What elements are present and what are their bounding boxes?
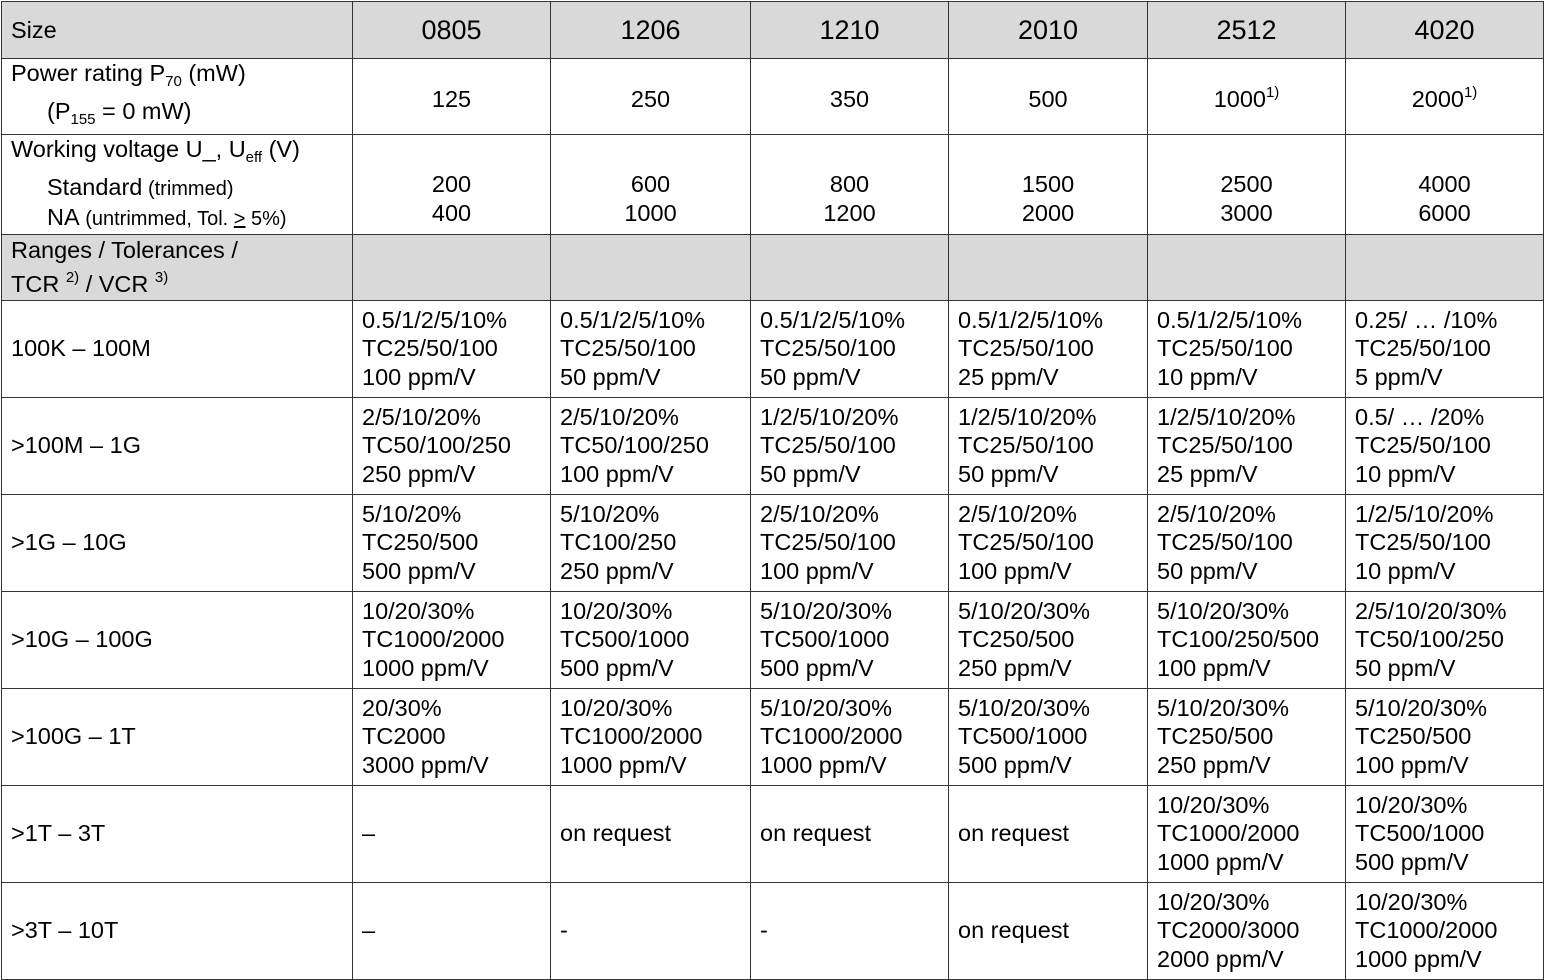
range-cell-line: 100 ppm/V [958,557,1072,584]
range-cell-line: 0.5/1/2/5/10% [560,306,706,333]
range-cell-line: 5/10/20% [560,500,660,527]
range-cell-line: 50 ppm/V [958,460,1059,487]
range-cell-line: TC500/1000 [760,626,890,653]
range-cell [1148,300,1346,397]
range-cell-line: 5/10/20/30% [760,597,892,624]
range-cell-line: 3000 ppm/V [362,751,489,778]
range-rows [2,300,1544,979]
range-cell-line: 2000 ppm/V [1157,945,1284,972]
range-cell [1346,300,1544,397]
range-cell-line: 20/30% [362,694,442,721]
range-cell-line: 10 ppm/V [1355,460,1456,487]
range-cell-line: - [560,917,568,944]
range-cell-line: 0.5/ … /20% [1355,403,1485,430]
range-cell [353,397,551,494]
range-cell-line: 5 ppm/V [1355,363,1443,390]
range-cell-line: TC25/50/100 [1157,529,1293,556]
range-cell-line: TC25/50/100 [958,432,1094,459]
range-cell-line: 500 ppm/V [958,751,1072,778]
range-cell-line: TC250/500 [362,529,479,556]
range-cell-line: 2/5/10/20% [560,403,679,430]
range-cell [353,591,551,688]
size-label: Size [2,2,353,59]
range-cell [949,300,1148,397]
power-value: 2000$^{1)}$ [1346,59,1544,135]
range-cell [1148,785,1346,882]
range-cell [949,397,1148,494]
range-cell-line: TC1000/2000 [760,723,903,750]
range-cell-line: on request [958,917,1070,944]
range-cell-line: TC2000/3000 [1157,917,1300,944]
range-cell-line: 250 ppm/V [560,557,674,584]
range-cell-line: – [362,820,376,847]
range-cell-line: TC25/50/100 [1355,335,1491,362]
range-cell-line: TC50/100/250 [1355,626,1504,653]
power-value: 500 [949,59,1148,135]
range-cell-line: 10/20/30% [1157,888,1270,915]
range-cell-line: 5/10/20% [362,500,462,527]
empty-cell [1346,234,1544,300]
range-cell-line: 50 ppm/V [760,363,861,390]
working-voltage-label: Working voltage U_, $U_{eff}$ (V) Standard (trimmed) NA (untrimmed, Tol. > 5%) [2,135,353,235]
power-rating-label: Power rating $P_{70}$ (mW) ($P_{155} = 0$ mW) [2,59,353,135]
size-0805: 0805 [353,2,551,59]
range-cell-line: 5/10/20/30% [1157,694,1289,721]
range-cell [551,591,751,688]
range-cell-line: 50 ppm/V [760,460,861,487]
range-cell-line: 2/5/10/20% [362,403,481,430]
ranges-header-label: Ranges / Tolerances / TCR $^{2)}$ / VCR $^{3)}$ [2,234,353,300]
range-cell-line: 100 ppm/V [1157,654,1271,681]
range-cell [1148,882,1346,979]
range-label: >3T – 10T [2,882,353,979]
range-cell-line: 100 ppm/V [1355,751,1469,778]
empty-cell [949,234,1148,300]
range-cell-line: TC25/50/100 [958,335,1094,362]
range-cell-line: 10/20/30% [560,694,673,721]
range-cell [1346,882,1544,979]
empty-cell [551,234,751,300]
range-cell [751,397,949,494]
range-cell-line: 0.25/ … /10% [1355,306,1498,333]
range-cell-line: TC1000/2000 [362,626,505,653]
working-voltage-row [2,135,1544,235]
range-cell-line: 2/5/10/20% [760,500,879,527]
voltage-values: 2500 3000 [1148,135,1346,235]
range-cell [1346,688,1544,785]
range-cell-line: TC25/50/100 [1355,432,1491,459]
range-cell [1148,494,1346,591]
range-cell-line: 1000 ppm/V [1157,848,1284,875]
range-cell-line: TC1000/2000 [1157,820,1300,847]
range-cell [949,785,1148,882]
power-rating-row [2,59,1544,135]
range-cell [1148,591,1346,688]
range-label: >1G – 10G [2,494,353,591]
empty-cell [1148,234,1346,300]
range-cell-line: TC25/50/100 [760,529,896,556]
range-cell-line: TC500/1000 [958,723,1088,750]
range-cell-line: on request [760,820,872,847]
range-cell-line: 1000 ppm/V [560,751,687,778]
range-cell-line: 0.5/1/2/5/10% [958,306,1104,333]
range-cell [949,688,1148,785]
range-cell [353,494,551,591]
range-label: >100G – 1T [2,688,353,785]
range-cell-line: on request [560,820,672,847]
range-cell-line: 10/20/30% [362,597,475,624]
range-cell-line: 250 ppm/V [958,654,1072,681]
range-cell-line: 500 ppm/V [760,654,874,681]
voltage-values: 1500 2000 [949,135,1148,235]
power-value: 1000$^{1)}$ [1148,59,1346,135]
range-cell-line: 2/5/10/20/30% [1355,597,1507,624]
range-cell [949,591,1148,688]
range-cell [751,785,949,882]
range-cell-line: TC25/50/100 [1157,432,1293,459]
range-cell-line: 10/20/30% [1355,888,1468,915]
range-cell [353,300,551,397]
range-cell-line: 25 ppm/V [958,363,1059,390]
voltage-values: 200 400 [353,135,551,235]
range-cell-line: 250 ppm/V [362,460,476,487]
range-cell-line: 1/2/5/10/20% [1355,500,1494,527]
range-cell-line: TC25/50/100 [760,335,896,362]
range-cell-line: TC500/1000 [560,626,690,653]
range-cell-line: TC25/50/100 [760,432,896,459]
range-cell-line: TC25/50/100 [1355,529,1491,556]
range-cell [1346,591,1544,688]
range-cell [949,494,1148,591]
range-cell-line: TC25/50/100 [560,335,696,362]
range-cell-line: TC1000/2000 [560,723,703,750]
range-cell [1148,397,1346,494]
empty-cell [353,234,551,300]
range-cell-line: TC250/500 [958,626,1075,653]
range-cell-line: 1000 ppm/V [362,654,489,681]
range-cell-line: 10/20/30% [560,597,673,624]
range-cell [551,688,751,785]
range-cell [353,882,551,979]
range-cell-line: TC500/1000 [1355,820,1485,847]
range-cell [751,300,949,397]
range-cell-line: 100 ppm/V [362,363,476,390]
range-row [2,397,1544,494]
range-row [2,882,1544,979]
range-row [2,494,1544,591]
size-2010: 2010 [949,2,1148,59]
range-label: >10G – 100G [2,591,353,688]
range-cell-line: 50 ppm/V [560,363,661,390]
range-cell-line: - [760,917,768,944]
range-row [2,688,1544,785]
range-cell-line: TC50/100/250 [560,432,709,459]
voltage-values: 4000 6000 [1346,135,1544,235]
range-cell-line: 5/10/20/30% [1355,694,1487,721]
range-cell-line: 10 ppm/V [1355,557,1456,584]
range-cell [751,882,949,979]
size-1206: 1206 [551,2,751,59]
range-cell-line: 1/2/5/10/20% [958,403,1097,430]
range-cell [551,494,751,591]
range-cell-line: 500 ppm/V [362,557,476,584]
range-cell [751,591,949,688]
size-4020: 4020 [1346,2,1544,59]
range-cell [551,300,751,397]
range-cell-line: TC1000/2000 [1355,917,1498,944]
range-cell [751,688,949,785]
voltage-values: 800 1200 [751,135,949,235]
range-cell-line: 2/5/10/20% [958,500,1077,527]
range-row [2,785,1544,882]
range-cell-line: 2/5/10/20% [1157,500,1276,527]
range-cell [551,882,751,979]
range-cell-line: 50 ppm/V [1157,557,1258,584]
empty-cell [751,234,949,300]
range-cell-line: TC100/250/500 [1157,626,1320,653]
ranges-header-row [2,234,1544,300]
range-cell [551,785,751,882]
range-row [2,300,1544,397]
range-cell [949,882,1148,979]
range-cell [551,397,751,494]
power-value: 125 [353,59,551,135]
resistor-spec-table [1,1,1544,980]
range-cell-line: – [362,917,376,944]
range-cell-line: 500 ppm/V [1355,848,1469,875]
range-cell-line: 0.5/1/2/5/10% [362,306,508,333]
range-cell-line: 5/10/20/30% [958,597,1090,624]
range-cell-line: 10/20/30% [1157,791,1270,818]
range-cell-line: 10 ppm/V [1157,363,1258,390]
range-cell [1148,688,1346,785]
range-cell-line: 100 ppm/V [760,557,874,584]
size-header-row [2,2,1544,59]
range-cell-line: 1/2/5/10/20% [760,403,899,430]
size-2512: 2512 [1148,2,1346,59]
range-cell-line: 500 ppm/V [560,654,674,681]
range-cell [1346,494,1544,591]
range-cell-line: 5/10/20/30% [760,694,892,721]
power-value: 250 [551,59,751,135]
range-cell-line: 50 ppm/V [1355,654,1456,681]
range-label: >1T – 3T [2,785,353,882]
voltage-values: 600 1000 [551,135,751,235]
range-cell-line: TC250/500 [1355,723,1472,750]
range-cell-line: 1/2/5/10/20% [1157,403,1296,430]
range-cell [353,688,551,785]
range-cell-line: on request [958,820,1070,847]
range-label: 100K – 100M [2,300,353,397]
range-cell [751,494,949,591]
range-cell-line: 5/10/20/30% [1157,597,1289,624]
range-cell-line: 0.5/1/2/5/10% [760,306,906,333]
range-cell-line: TC50/100/250 [362,432,511,459]
range-row [2,591,1544,688]
range-label: >100M – 1G [2,397,353,494]
range-cell [1346,397,1544,494]
range-cell-line: TC2000 [362,723,446,750]
range-cell-line: TC25/50/100 [1157,335,1293,362]
size-1210: 1210 [751,2,949,59]
power-value: 350 [751,59,949,135]
range-cell [1346,785,1544,882]
range-cell-line: 250 ppm/V [1157,751,1271,778]
range-cell-line: 0.5/1/2/5/10% [1157,306,1303,333]
range-cell-line: 5/10/20/30% [958,694,1090,721]
range-cell-line: TC25/50/100 [362,335,498,362]
range-cell-line: 1000 ppm/V [760,751,887,778]
range-cell-line: TC25/50/100 [958,529,1094,556]
range-cell-line: 25 ppm/V [1157,460,1258,487]
range-cell-line: TC250/500 [1157,723,1274,750]
range-cell-line: TC100/250 [560,529,677,556]
range-cell-line: 100 ppm/V [560,460,674,487]
range-cell [353,785,551,882]
range-cell-line: 10/20/30% [1355,791,1468,818]
range-cell-line: 1000 ppm/V [1355,945,1482,972]
